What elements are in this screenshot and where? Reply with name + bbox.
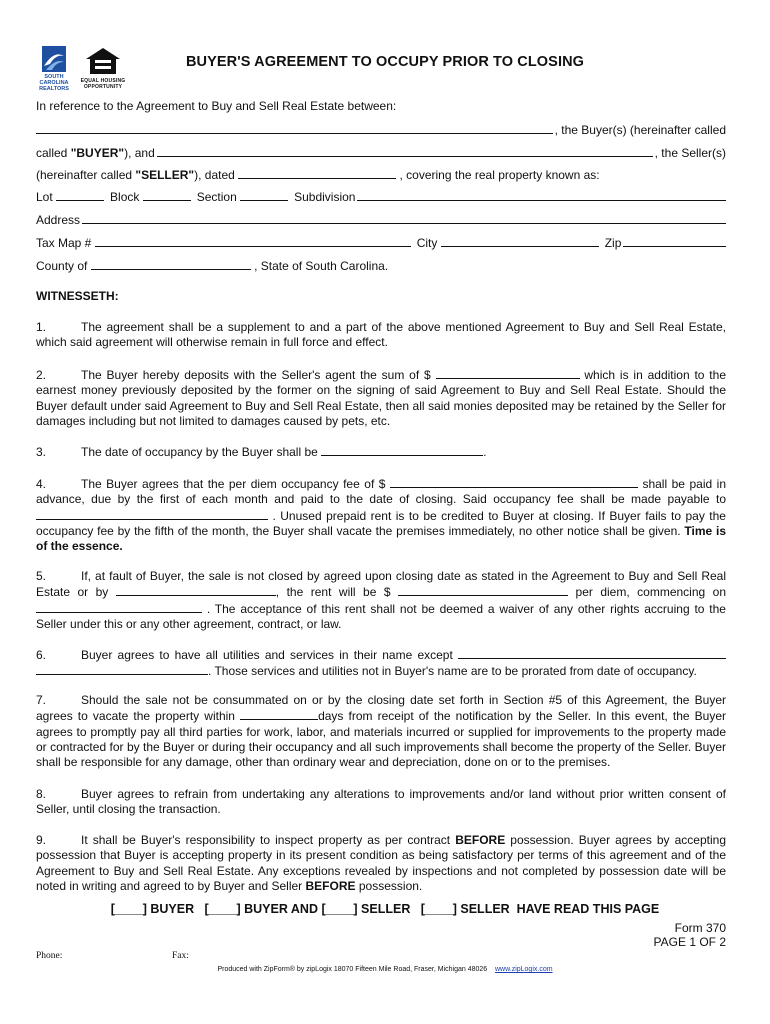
city-field[interactable] bbox=[441, 235, 599, 247]
document-title: BUYER'S AGREEMENT TO OCCUPY PRIOR TO CLOSING bbox=[185, 54, 585, 70]
section-9-text-d: possession. bbox=[358, 878, 423, 893]
section-label: Section bbox=[196, 190, 237, 204]
section-4-bold: Time is of the essence. bbox=[36, 523, 726, 554]
fax-label: Fax: bbox=[172, 951, 189, 961]
section-9-before-2: BEFORE bbox=[305, 878, 356, 893]
phone-label: Phone: bbox=[36, 951, 63, 961]
dated-field[interactable] bbox=[238, 167, 396, 179]
initials-read-line: [____] BUYER [____] BUYER AND [____] SELLER [____] SELLER HAVE READ THIS PAGE bbox=[110, 902, 660, 916]
utilities-except-field[interactable] bbox=[458, 647, 726, 659]
section-2-text-b: which is in addition to the earnest money previously deposited by the former on the signing of said Agreement to Buy and Sell Real Estate. Should the Buyer default under said Agreement to Buy and Sell Real Estate, then all said monies deposited may be retained by the Seller for damages including but not limited to damages caused by pets, etc. bbox=[36, 368, 726, 428]
county-line bbox=[36, 258, 726, 274]
section-9-text-c: possession. Buyer agrees by accepting possession that Buyer is accepting property in its present condition as being satisfactory per terms of this agreement and of the Agreement to Buy and Sell Real Estate. Any exceptions revealed by inspections and not completed by possession date will be noted in writing and agreed to by Buyer and Seller bbox=[36, 833, 726, 893]
footer-text: Produced with ZipForm® by zipLogix 18070 Fifteen Mile Road, Fraser, Michigan 48026 bbox=[217, 966, 488, 973]
address-field[interactable] bbox=[82, 212, 726, 224]
subdivision-field[interactable] bbox=[357, 189, 726, 201]
block-field[interactable] bbox=[143, 189, 191, 201]
section-6-text-a: Buyer agrees to have all utilities and services in their name except bbox=[81, 648, 453, 662]
seller-line bbox=[36, 145, 726, 161]
buyer-name-field[interactable] bbox=[36, 122, 553, 134]
section-5-text-d: . The acceptance of this rent shall not be deemed a waiver of any other rights accruing to the Seller under this or any other agreement, contract, or law. bbox=[36, 601, 726, 631]
section-7-number: 7. bbox=[36, 693, 47, 707]
taxmap-line bbox=[36, 235, 726, 251]
and-text: ), and bbox=[124, 146, 155, 160]
seller-suffix: , the Seller(s) bbox=[654, 146, 726, 160]
seller-label: "SELLER" bbox=[135, 168, 195, 182]
section-2-number: 2. bbox=[36, 368, 47, 382]
address-line bbox=[36, 212, 726, 228]
eho-logo-text: EQUAL HOUSING OPPORTUNITY bbox=[80, 78, 126, 90]
covering-text: , covering the real property known as: bbox=[399, 168, 600, 182]
realtor-logo-text: SOUTH CAROLINA REALTORS bbox=[39, 74, 69, 92]
section-7 bbox=[36, 693, 726, 770]
section-5-text-c: per diem, commencing on bbox=[575, 585, 726, 600]
rent-amount-field[interactable] bbox=[398, 584, 568, 596]
section-9-number: 9. bbox=[36, 833, 47, 847]
section-6-number: 6. bbox=[36, 648, 47, 662]
county-field[interactable] bbox=[91, 258, 251, 270]
section-7-text-b: days from receipt of the notification by the Seller. In this event, the Buyer agrees to promptly pay all third parties for work, labor, and materials incurred or supplied for improvements to the property made or contracted for by the Buyer or during their occupancy and all such improvements shall become the property of the Seller. Buyer shall be responsible for any damage, other than ordinary wear and depreciation, done on or to the premises. bbox=[36, 709, 726, 770]
lot-label: Lot bbox=[36, 190, 53, 204]
payable-to-field[interactable] bbox=[36, 508, 268, 520]
lot-field[interactable] bbox=[56, 189, 104, 201]
section-5 bbox=[36, 569, 726, 632]
section-9-text-a: It shall be Buyer's responsibility to inspect property as per contract bbox=[81, 833, 451, 847]
section-3-text-a: The date of occupancy by the Buyer shall be bbox=[81, 445, 318, 459]
section-7-text-a: Should the sale not be consummated on or by the closing date set forth in Section #5 of this Agreement, the Buyer agrees to vacate the property within bbox=[36, 693, 726, 724]
section-4-text-a: The Buyer agrees that the per diem occupancy fee of $ bbox=[81, 477, 386, 491]
section-4-number: 4. bbox=[36, 477, 47, 491]
block-label: Block bbox=[110, 190, 140, 204]
section-6 bbox=[36, 647, 726, 680]
called-buyer-label: "BUYER" bbox=[70, 146, 125, 160]
section-5-text-b: , the rent will be $ bbox=[275, 585, 391, 600]
section-6-text-b: . Those services and utilities not in Buyer's name are to be prorated from date of occupancy. bbox=[208, 664, 697, 679]
section-9-before-1: BEFORE bbox=[455, 833, 506, 847]
witnesseth-heading: WITNESSETH: bbox=[36, 289, 119, 303]
deposit-amount-field[interactable] bbox=[436, 367, 580, 379]
section-5-text-a: If, at fault of Buyer, the sale is not closed by agreed upon closing date as stated in the Agreement to Buy and Sell Real Estate or by bbox=[36, 569, 726, 600]
section-4-text-b: shall be paid in advance, due by the first of each month and paid to the date of closing. Said occupancy fee shall be made payable to bbox=[36, 477, 726, 507]
called-buyer-prefix: called bbox=[36, 146, 68, 160]
zip-label: Zip bbox=[604, 236, 622, 250]
section-1-text: The agreement shall be a supplement to and a part of the above mentioned Agreement to Buy and Sell Real Estate, which said agreement will otherwise remain in full force and effect. bbox=[36, 320, 726, 350]
section-1-number: 1. bbox=[36, 320, 47, 334]
section-3 bbox=[36, 444, 726, 460]
section-5-number: 5. bbox=[36, 569, 47, 583]
intro-reference: In reference to the Agreement to Buy and Sell Real Estate between: bbox=[36, 99, 397, 113]
address-label: Address bbox=[36, 213, 81, 227]
section-4 bbox=[36, 476, 726, 554]
form-number-block bbox=[654, 921, 726, 949]
taxmap-field[interactable] bbox=[95, 235, 411, 247]
taxmap-label: Tax Map # bbox=[36, 236, 92, 250]
dated-line bbox=[36, 167, 726, 183]
buyer-line bbox=[36, 122, 726, 138]
ziplogix-link[interactable]: www.zipLogix.com bbox=[494, 966, 553, 973]
seller-name-field[interactable] bbox=[157, 145, 653, 157]
section-2 bbox=[36, 367, 726, 429]
commencing-on-field[interactable] bbox=[36, 601, 202, 613]
occupancy-date-field[interactable] bbox=[321, 444, 483, 456]
lot-line bbox=[36, 189, 726, 205]
county-label: County of bbox=[36, 259, 88, 273]
section-field[interactable] bbox=[240, 189, 288, 201]
closing-by-field[interactable] bbox=[116, 584, 276, 596]
dated-text: ), dated bbox=[194, 168, 235, 182]
section-3-text-b: . bbox=[483, 445, 487, 459]
form-number: Form 370 bbox=[674, 921, 726, 935]
state-text: , State of South Carolina. bbox=[254, 259, 389, 273]
vacate-days-field[interactable] bbox=[240, 708, 318, 720]
utilities-except-field-cont[interactable] bbox=[36, 663, 208, 675]
section-2-text-a: The Buyer hereby deposits with the Seller's agent the sum of $ bbox=[81, 368, 431, 382]
subdivision-label: Subdivision bbox=[294, 190, 356, 204]
section-4-text-c: . Unused prepaid rent is to be credited to Buyer at closing. If Buyer fails to pay the occupancy fee by the fifth of the month, the Buyer shall vacate the premises immediately, no other notice shall be given. bbox=[36, 508, 726, 538]
per-diem-fee-field[interactable] bbox=[390, 476, 638, 488]
section-8-text: Buyer agrees to refrain from undertaking any alterations to improvements and/or land without prior written consent of Seller, until closing the transaction. bbox=[36, 787, 726, 817]
page-number: PAGE 1 OF 2 bbox=[653, 935, 726, 949]
hereinafter-prefix: (hereinafter called bbox=[36, 168, 136, 182]
buyer-suffix: , the Buyer(s) (hereinafter called bbox=[554, 123, 726, 137]
zip-field[interactable] bbox=[623, 235, 726, 247]
footer bbox=[0, 966, 770, 973]
section-9 bbox=[36, 833, 726, 894]
section-8-number: 8. bbox=[36, 787, 47, 801]
section-8 bbox=[36, 787, 726, 818]
section-3-number: 3. bbox=[36, 445, 47, 459]
city-label: City bbox=[416, 236, 438, 250]
section-1 bbox=[36, 320, 726, 351]
